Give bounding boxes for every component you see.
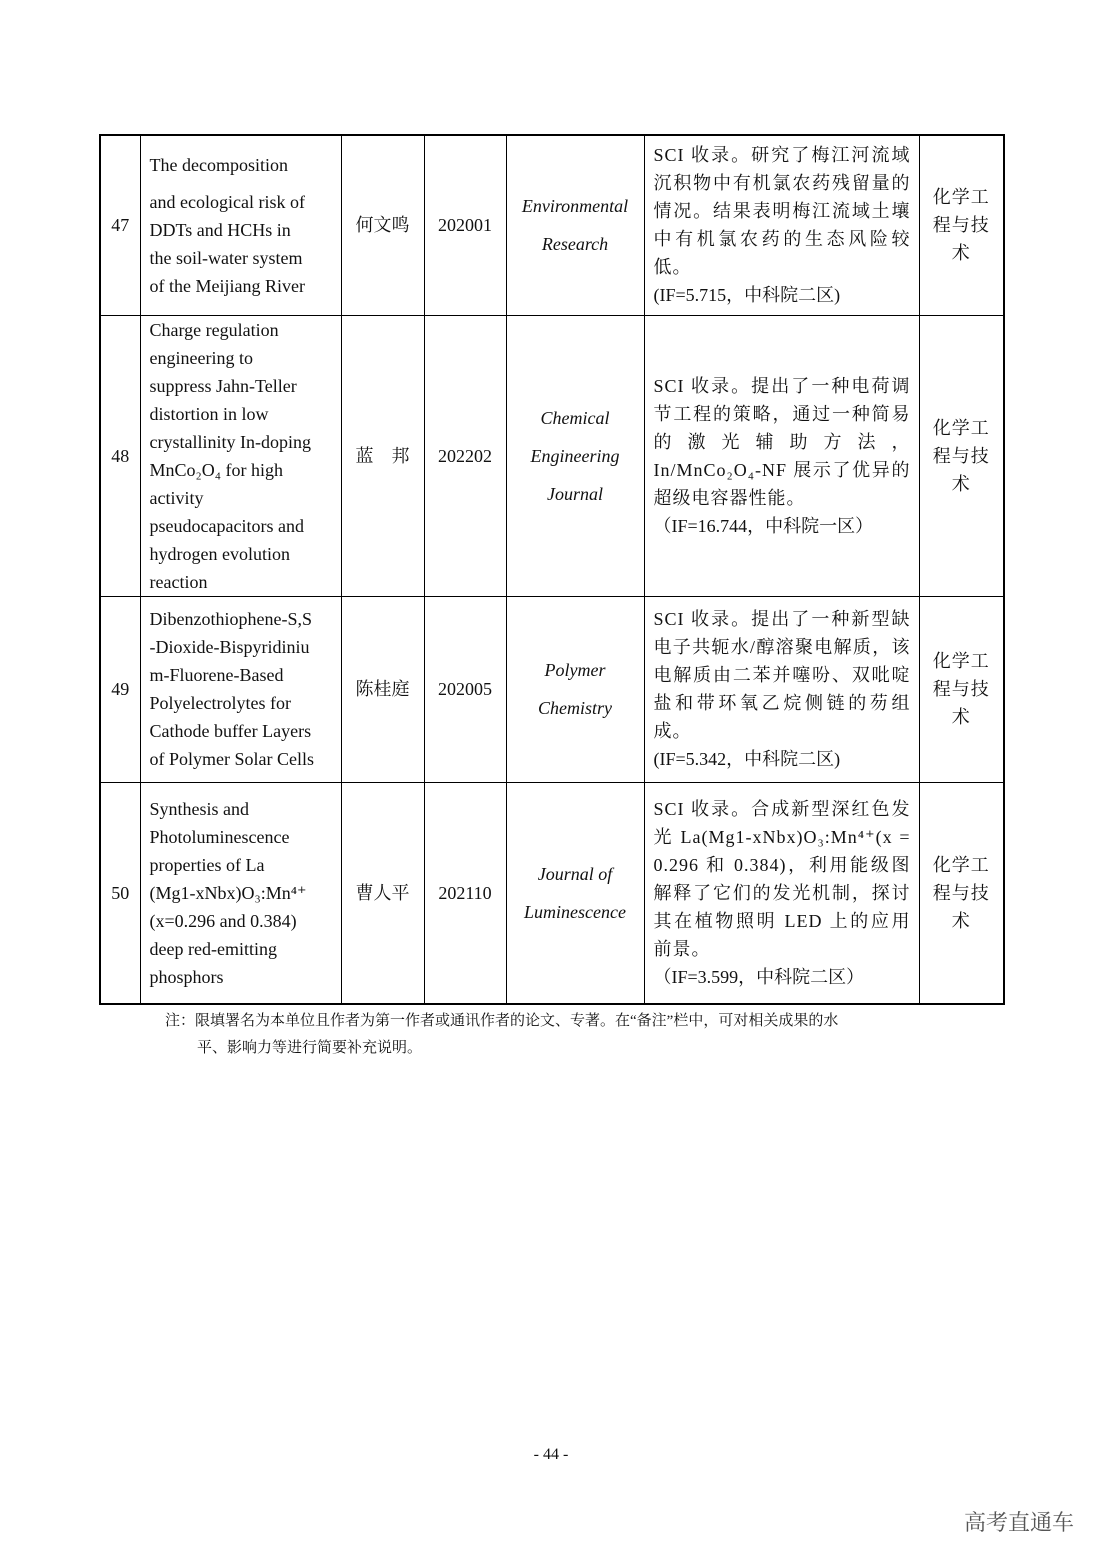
footnote (165, 1008, 945, 1062)
table-row (100, 135, 1004, 315)
author-name: 何文鸣 (341, 135, 424, 315)
remark-text: SCI 收录。研究了梅江河流域沉积物中有机氯农药残留量的情况。结果表明梅江流域土壤中有机氯农药的生态风险较低。 (653, 145, 911, 278)
table-row (100, 782, 1004, 1004)
impact-factor: （IF=3.599，中科院二区） (653, 966, 865, 987)
paper-title: The decomposition and ecological risk of DDTs and HCHs in the soil-water system of the Meijiang River (140, 135, 341, 315)
row-number: 50 (100, 782, 140, 1004)
watermark-text: 高考直通车 (963, 1511, 1074, 1536)
row-number: 47 (100, 135, 140, 315)
impact-factor: （IF=16.744，中科院一区） (653, 515, 874, 536)
remark (644, 782, 919, 1004)
remark-text: SCI 收录。提出了一种新型缺电子共轭水/醇溶聚电解质，该电解质由二苯并噻吩、双吡啶盐和带环氧乙烷侧链的芴组成。 (653, 609, 911, 741)
publish-date: 202110 (424, 782, 506, 1004)
paper-title: Dibenzothiophene-S,S -Dioxide-Bispyridiniu m-Fluorene-Based Polyelectrolytes for Cathode buffer Layers of Polymer Solar Cells (140, 596, 341, 782)
paper-title: Synthesis and Photoluminescence properties of La (Mg1-xNbx)O₃:Mn⁴⁺ (x=0.296 and 0.384) deep red-emitting phosphors (140, 782, 341, 1004)
remark (644, 135, 919, 315)
author-name: 蓝邦 (341, 315, 424, 596)
journal-name: Chemical Engineering Journal (506, 315, 644, 596)
paper-title: Charge regulation engineering to suppress Jahn-Teller distortion in low crystallinity In-doping MnCo₂O₄ for high activity pseudocapacitors and hydrogen evolution reaction (140, 315, 341, 596)
journal-name: Journal of Luminescence (506, 782, 644, 1004)
department: 化学工 程与技 术 (919, 596, 1004, 782)
publish-date: 202005 (424, 596, 506, 782)
remark-text: SCI 收录。合成新型深红色发光 La(Mg1-xNbx)O₃:Mn⁴⁺(x = 0.296 和 0.384)，利用能级图解释了它们的发光机制，探讨其在植物照明 LED 上的应用前景。 (653, 798, 911, 959)
remark-text: SCI 收录。提出了一种电荷调节工程的策略，通过一种简易的激光辅助方法，In/MnCo₂O₄-NF 展示了优异的超级电容器性能。 (653, 375, 911, 508)
achievements-table (99, 134, 1005, 1005)
table-row (100, 596, 1004, 782)
footnote-line: 平、影响力等进行简要补充说明。 (197, 1040, 423, 1056)
journal-name: Environmental Research (506, 135, 644, 315)
journal-name: Polymer Chemistry (506, 596, 644, 782)
department: 化学工 程与技 术 (919, 135, 1004, 315)
impact-factor: (IF=5.342，中科院二区) (653, 749, 841, 769)
row-number: 49 (100, 596, 140, 782)
department: 化学工 程与技 术 (919, 315, 1004, 596)
page-number: - 44 - (533, 1446, 569, 1463)
author-name: 曹人平 (341, 782, 424, 1004)
department: 化学工 程与技 术 (919, 782, 1004, 1004)
table-row (100, 315, 1004, 596)
impact-factor: (IF=5.715，中科院二区) (653, 285, 841, 306)
author-name: 陈桂庭 (341, 596, 424, 782)
row-number: 48 (100, 315, 140, 596)
remark (644, 596, 919, 782)
footnote-line: 注：限填署名为本单位且作者为第一作者或通讯作者的论文、专著。在“备注”栏中，可对相关成果的水 (165, 1013, 839, 1029)
remark (644, 315, 919, 596)
publish-date: 202001 (424, 135, 506, 315)
publish-date: 202202 (424, 315, 506, 596)
